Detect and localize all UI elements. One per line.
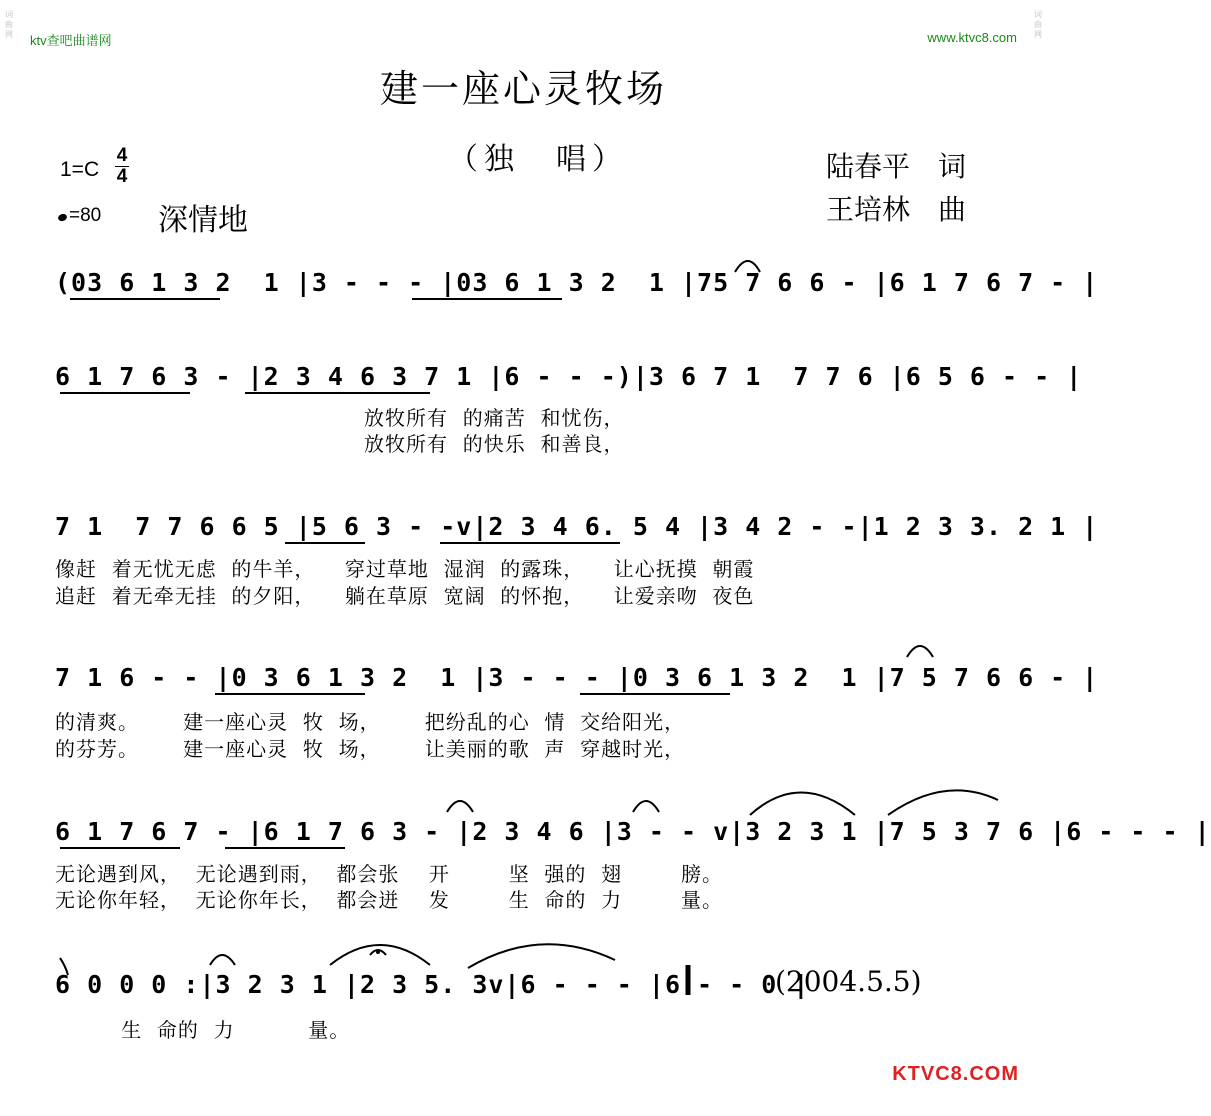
time-sig-top: 4 (116, 145, 128, 166)
staff-system-4: 7 1 6 - - |0 3 6 1 3 2 1 |3 - - - |0 3 6 1 3 2 1 |7 5 7 6 6 - | (55, 663, 1099, 692)
slur (447, 801, 473, 812)
site-name-left: ktv查吧曲谱网 (30, 33, 112, 48)
staff-system-6: 6 0 0 0 :|3 2 3 1 |2 3 5. 3v|6 - - - |6 - - 0 | (55, 970, 810, 999)
staff-system-2: 6 1 7 6 3 - |2 3 4 6 3 7 1 |6 - - -)|3 6 7 1 7 7 6 |6 5 6 - - | (55, 362, 1083, 391)
slur (907, 646, 933, 657)
beam-underline (60, 847, 180, 849)
beam-underline (580, 693, 730, 695)
time-signature (115, 146, 129, 187)
beam-underline (215, 693, 365, 695)
slur (750, 793, 855, 816)
beam-underline (60, 392, 190, 394)
fermata-icon (370, 950, 386, 955)
slur (330, 945, 430, 965)
composer-credit: 王培林 曲 (826, 193, 967, 226)
beam-underline (225, 847, 345, 849)
side-text: 词曲网 (5, 10, 13, 39)
lyric-line: 的清爽。 建一座心灵 牧 场， 把纷乱的心 情 交给阳光， (55, 710, 686, 734)
beam-underline (70, 298, 220, 300)
composition-date: (2004.5.5) (775, 965, 922, 998)
lyric-line: 生 命的 力 量。 (55, 1018, 351, 1042)
staff-system-1: (03 6 1 3 2 1 |3 - - - |03 6 1 3 2 1 |75 7 6 6 - |6 1 7 6 7 - | (55, 268, 1099, 297)
watermark-side-left (2, 0, 16, 1116)
beam-underline (440, 542, 620, 544)
beam-underline (285, 542, 365, 544)
beam-underline (245, 392, 430, 394)
slur (888, 790, 998, 815)
tempo-marking (58, 205, 101, 227)
slur (210, 955, 235, 965)
watermark-side-right (1031, 0, 1045, 1116)
lyricist-credit: 陆春平 词 (826, 150, 967, 183)
expression-marking: 深情地 (158, 203, 248, 238)
lyric-line: 放牧所有 的快乐 和善良， (55, 432, 625, 456)
slur (633, 801, 659, 812)
lyric-line: 追赶 着无牵无挂 的夕阳， 躺在草原 宽阔 的怀抱， 让爱亲吻 夜色 (55, 584, 755, 608)
song-title: 建一座心灵牧场 (379, 67, 667, 111)
quarter-note-icon (57, 213, 68, 223)
lyric-line: 的芬芳。 建一座心灵 牧 场， 让美丽的歌 声 穿越时光， (55, 737, 686, 761)
beam-underline (412, 298, 562, 300)
lyric-line: 放牧所有 的痛苦 和忧伤， (55, 406, 625, 430)
staff-system-5: 6 1 7 6 7 - |6 1 7 6 3 - |2 3 4 6 |3 - - v|3 2 3 1 |7 5 3 7 6 |6 - - - | (55, 817, 1211, 846)
lyric-line: 像赶 着无忧无虑 的牛羊， 穿过草地 湿润 的露珠， 让心抚摸 朝霞 (55, 557, 755, 581)
song-subtitle: （独 唱） (448, 142, 628, 177)
lyric-line: 无论你年轻， 无论你年长， 都会迸 发 生 命的 力 量。 (55, 888, 724, 912)
tempo-value: =80 (69, 205, 102, 226)
lyric-line: 无论遇到风， 无论遇到雨， 都会张 开 坚 强的 翅 膀。 (55, 862, 724, 886)
side-text: 词曲网 (1034, 10, 1042, 39)
time-sig-bottom: 4 (116, 166, 128, 187)
fermata-dot (376, 950, 380, 954)
site-logo: KTVC8.COM (892, 1063, 1019, 1085)
staff-system-3: 7 1 7 7 6 6 5 |5 6 3 - -v|2 3 4 6. 5 4 |3 4 2 - -|1 2 3 3. 2 1 | (55, 512, 1099, 541)
site-url-right: www.ktvc8.com (927, 30, 1017, 45)
slur (468, 944, 615, 968)
key-signature: 1=C (60, 158, 100, 181)
